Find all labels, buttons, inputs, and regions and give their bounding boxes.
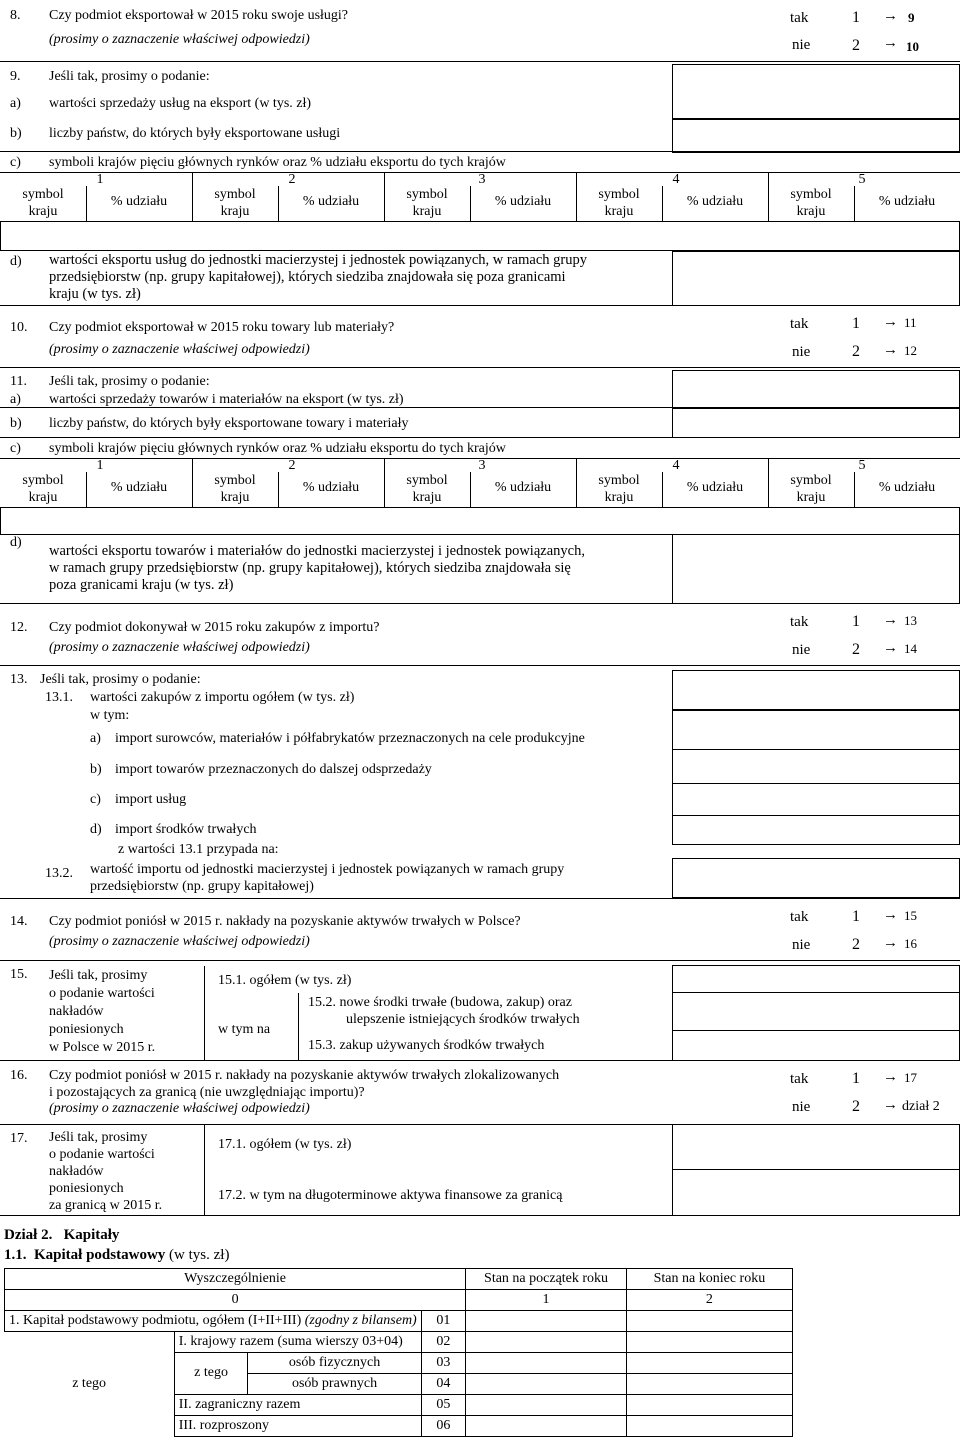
- q17-2-text: 17.2. w tym na długoterminowe aktywa finansowe za granicą: [218, 1188, 563, 1203]
- q14-hint: (prosimy o zaznaczenie właściwej odpowiedzi): [49, 934, 310, 949]
- symbol-kraju-header: [0, 186, 86, 220]
- q14-number: 14.: [10, 914, 28, 929]
- divider: [298, 993, 299, 1060]
- divider: [0, 665, 960, 666]
- q10-text: Czy podmiot eksportował w 2015 roku towary lub materiały?: [49, 320, 395, 335]
- q12-yes-label: tak: [790, 614, 809, 630]
- q15-label-line: o podanie wartości: [49, 986, 155, 1001]
- row-02-start-input[interactable]: [466, 1332, 627, 1353]
- row-label: I. krajowy razem (suma wierszy 03+04): [174, 1332, 421, 1353]
- q13-b-input[interactable]: [672, 749, 960, 784]
- q15-number: 15.: [10, 967, 28, 982]
- q11-a-letter: a): [10, 392, 21, 407]
- q13-a-text: import surowców, materiałów i półfabrykatów przeznaczonych na cele produkcyjne: [115, 731, 585, 746]
- symbol-label: symbol: [598, 187, 640, 202]
- arrow-right-icon: →: [883, 1097, 898, 1113]
- col-1-label: 1: [96, 172, 104, 187]
- row-code: 03: [421, 1353, 465, 1374]
- q17-number: 17.: [10, 1131, 28, 1146]
- q9-a-text: wartości sprzedaży usług na eksport (w tys. zł): [49, 96, 312, 111]
- q12-hint: (prosimy o zaznaczenie właściwej odpowiedzi): [49, 640, 310, 655]
- q14-yes-label: tak: [790, 909, 809, 925]
- q16-text-2: i pozostających za granicą (nie uwzględniając importu)?: [49, 1085, 365, 1100]
- row-label: III. rozproszony: [174, 1416, 421, 1437]
- kraju-label: kraju: [28, 490, 58, 505]
- table-header: Stan na koniec roku: [626, 1269, 792, 1290]
- q17-label-line: o podanie wartości: [49, 1147, 155, 1162]
- share-header: % udziału: [878, 194, 936, 209]
- arrow-right-icon: →: [883, 314, 898, 330]
- kraju-label: kraju: [412, 204, 442, 219]
- q15-1-text: 15.1. ogółem (w tys. zł): [218, 973, 352, 988]
- divider: [204, 1124, 205, 1216]
- q15-2-text-1: 15.2. nowe środki trwałe (budowa, zakup) oraz: [308, 995, 572, 1010]
- q12-no-label: nie: [792, 642, 811, 658]
- symbol-label: symbol: [790, 473, 832, 488]
- arrow-right-icon: →: [883, 35, 898, 51]
- q10-number: 10.: [10, 320, 28, 335]
- q13-2-text-1: wartość importu od jednostki macierzystej i jednostek powiązanych w ramach grupy: [90, 862, 565, 877]
- q12-no-goto: 14: [904, 641, 917, 656]
- row-04-end-input[interactable]: [626, 1374, 792, 1395]
- row-label: osób fizycznych: [248, 1353, 421, 1374]
- symbol-kraju-header: [0, 472, 86, 506]
- symbol-kraju-header: [576, 186, 662, 220]
- q13-a-letter: a): [90, 731, 101, 746]
- symbol-label: symbol: [214, 187, 256, 202]
- arrow-right-icon: →: [883, 1069, 898, 1085]
- q9-d-text-3: kraju (w tys. zł): [49, 286, 141, 302]
- q11-country-grid: [0, 458, 960, 508]
- q16-yes-code[interactable]: 1: [852, 1070, 860, 1087]
- kraju-label: kraju: [796, 204, 826, 219]
- q15-3-text: 15.3. zakup używanych środków trwałych: [308, 1038, 545, 1053]
- share-header: % udziału: [878, 480, 936, 495]
- symbol-kraju-header: [768, 186, 854, 220]
- share-header: % udziału: [494, 194, 552, 209]
- divider: [0, 1215, 960, 1216]
- q14-yes-code[interactable]: 1: [852, 908, 860, 925]
- q11-d-text-3: poza granicami kraju (w tys. zł): [49, 577, 234, 593]
- q8-yes-label: tak: [790, 10, 809, 26]
- q15-label-line: nakładów: [49, 1004, 104, 1019]
- col-5-label: 5: [858, 458, 866, 473]
- q10-yes-goto: 11: [904, 315, 917, 330]
- q9-d-text-1: wartości eksportu usług do jednostki macierzystej i jednostek powiązanych, w ramach grupy: [49, 252, 587, 268]
- share-header: % udziału: [302, 194, 360, 209]
- arrow-right-icon: →: [883, 8, 898, 24]
- q13-c-letter: c): [90, 792, 101, 807]
- symbol-label: symbol: [22, 473, 64, 488]
- q8-no-code[interactable]: 2: [852, 37, 860, 54]
- divider: [0, 898, 960, 899]
- q11-c-text: symboli krajów pięciu głównych rynków oraz % udziału eksportu do tych krajów: [49, 441, 506, 456]
- q15-label-line: w Polsce w 2015 r.: [49, 1040, 156, 1055]
- q12-no-code[interactable]: 2: [852, 641, 860, 658]
- row-code: 05: [421, 1395, 465, 1416]
- q16-text-1: Czy podmiot poniósł w 2015 r. nakłady na pozyskanie aktywów trwałych zlokalizowanych: [49, 1068, 560, 1083]
- q15-label-line: Jeśli tak, prosimy: [49, 968, 148, 983]
- q14-no-code[interactable]: 2: [852, 936, 860, 953]
- q17-2-input[interactable]: [672, 1169, 960, 1216]
- section-subtitle: [4, 1247, 229, 1264]
- q12-yes-code[interactable]: 1: [852, 613, 860, 630]
- q13-1-number: 13.1.: [45, 690, 73, 705]
- divider: [0, 437, 960, 438]
- q17-label-line: Jeśli tak, prosimy: [49, 1130, 148, 1145]
- symbol-label: symbol: [790, 187, 832, 202]
- q15-3-input[interactable]: [672, 1030, 960, 1061]
- q15-1-input[interactable]: [672, 965, 960, 993]
- q11-text: Jeśli tak, prosimy o podanie:: [49, 374, 210, 389]
- divider: [0, 305, 960, 306]
- kraju-label: kraju: [604, 204, 634, 219]
- q10-yes-label: tak: [790, 316, 809, 332]
- col-1-label: 1: [96, 458, 104, 473]
- row-03-end-input[interactable]: [626, 1353, 792, 1374]
- q14-text: Czy podmiot poniósł w 2015 r. nakłady na pozyskanie aktywów trwałych w Polsce?: [49, 914, 521, 929]
- q13-2-text-2: przedsiębiorstw (np. grupy kapitałowej): [90, 879, 314, 894]
- q15-label-line: poniesionych: [49, 1022, 124, 1037]
- q15-2-input[interactable]: [672, 992, 960, 1031]
- q9-a-input[interactable]: [672, 64, 960, 119]
- q13-z-text: z wartości 13.1 przypada na:: [118, 842, 279, 857]
- col-3-label: 3: [478, 458, 486, 473]
- q10-no-goto: 12: [904, 343, 917, 358]
- q13-2-number: 13.2.: [45, 866, 73, 881]
- q15-2-text-2: ulepszenie istniejących środków trwałych: [346, 1012, 580, 1027]
- q11-country-input-row[interactable]: [0, 507, 960, 535]
- section-subtitle-unit: (w tys. zł): [165, 1247, 230, 1263]
- q13-d-text: import środków trwałych: [115, 822, 257, 837]
- kraju-label: kraju: [796, 490, 826, 505]
- q17-label-line: poniesionych: [49, 1181, 124, 1196]
- row-04-start-input[interactable]: [466, 1374, 627, 1395]
- q8-yes-code[interactable]: 1: [852, 9, 860, 26]
- q11-d-text-1: wartości eksportu towarów i materiałów do jednostki macierzystej i jednostek powiązanych,: [49, 543, 585, 559]
- row-label: osób prawnych: [248, 1374, 421, 1395]
- q16-no-code[interactable]: 2: [852, 1098, 860, 1115]
- q9-d-letter: d): [10, 254, 22, 269]
- q9-a-letter: a): [10, 96, 21, 111]
- q11-d-input[interactable]: [672, 534, 960, 604]
- q11-c-letter: c): [10, 441, 21, 456]
- symbol-label: symbol: [22, 187, 64, 202]
- q12-number: 12.: [10, 620, 28, 635]
- q13-c-text: import usług: [115, 792, 187, 807]
- q13-text: Jeśli tak, prosimy o podanie:: [40, 672, 201, 687]
- arrow-right-icon: →: [883, 342, 898, 358]
- q11-a-input[interactable]: [672, 370, 960, 408]
- index-cell: 2: [626, 1290, 792, 1311]
- kraju-label: kraju: [604, 490, 634, 505]
- row-label: [5, 1311, 422, 1332]
- q16-yes-goto: 17: [904, 1070, 917, 1085]
- divider: [204, 966, 205, 1060]
- q13-2-input[interactable]: [672, 858, 960, 898]
- q16-number: 16.: [10, 1068, 28, 1083]
- row-label: II. zagraniczny razem: [174, 1395, 421, 1416]
- arrow-right-icon: →: [883, 612, 898, 628]
- capital-table: [4, 1268, 956, 1437]
- q10-hint: (prosimy o zaznaczenie właściwej odpowiedzi): [49, 342, 310, 357]
- symbol-label: symbol: [406, 187, 448, 202]
- q11-d-letter: d): [10, 535, 22, 550]
- q13-1-input[interactable]: [672, 670, 960, 710]
- q16-no-goto: dział 2: [902, 1099, 940, 1114]
- col-5-label: 5: [858, 172, 866, 187]
- share-header: % udziału: [494, 480, 552, 495]
- q9-text: Jeśli tak, prosimy o podanie:: [49, 69, 210, 84]
- z-tego-label: z tego: [5, 1332, 175, 1437]
- q15-label: [49, 967, 155, 1057]
- table-header: Wyszczególnienie: [5, 1269, 466, 1290]
- q11-d-text-2: w ramach grupy przedsiębiorstw (np. grupy kapitałowej), których siedziba znajdowała się: [49, 560, 571, 576]
- arrow-right-icon: →: [883, 640, 898, 656]
- col-4-label: 4: [672, 172, 680, 187]
- q9-country-input-row[interactable]: [0, 221, 960, 251]
- table-header: Stan na początek roku: [466, 1269, 627, 1290]
- symbol-kraju-header: [576, 472, 662, 506]
- row-code: 01: [421, 1311, 465, 1332]
- q17-label: [49, 1129, 162, 1214]
- q8-no-label: nie: [792, 37, 811, 53]
- kraju-label: kraju: [412, 490, 442, 505]
- row-05-start-input[interactable]: [466, 1395, 627, 1416]
- row-code: 04: [421, 1374, 465, 1395]
- q13-1-text: wartości zakupów z importu ogółem (w tys. zł): [90, 690, 355, 705]
- q11-number: 11.: [10, 374, 27, 389]
- row-code: 02: [421, 1332, 465, 1353]
- section-subtitle-bold: 1.1. Kapitał podstawowy: [4, 1247, 166, 1263]
- row-code: 06: [421, 1416, 465, 1437]
- symbol-kraju-header: [768, 472, 854, 506]
- q9-number: 9.: [10, 69, 21, 84]
- divider: [0, 960, 960, 961]
- q12-text: Czy podmiot dokonywał w 2015 roku zakupów z importu?: [49, 620, 380, 635]
- q9-b-letter: b): [10, 126, 22, 141]
- q13-d-input[interactable]: [672, 815, 960, 845]
- q16-hint: (prosimy o zaznaczenie właściwej odpowiedzi): [49, 1101, 310, 1116]
- arrow-right-icon: →: [883, 935, 898, 951]
- section-title: Dział 2. Kapitały: [4, 1227, 120, 1243]
- q10-yes-code[interactable]: 1: [852, 315, 860, 332]
- q15-wtym: w tym na: [218, 1022, 271, 1037]
- q14-yes-goto: 15: [904, 908, 917, 923]
- q9-c-letter: c): [10, 155, 21, 170]
- index-cell: 1: [466, 1290, 627, 1311]
- arrow-right-icon: →: [883, 907, 898, 923]
- q11-b-text: liczby państw, do których były eksportowane towary i materiały: [49, 416, 409, 431]
- q13-b-letter: b): [90, 762, 102, 777]
- q16-yes-label: tak: [790, 1071, 809, 1087]
- row-02-end-input[interactable]: [626, 1332, 792, 1353]
- q12-yes-goto: 13: [904, 613, 917, 628]
- q13-c-input[interactable]: [672, 783, 960, 816]
- q11-b-input[interactable]: [672, 408, 960, 438]
- q17-1-text: 17.1. ogółem (w tys. zł): [218, 1137, 352, 1152]
- row-05-end-input[interactable]: [626, 1395, 792, 1416]
- share-header: % udziału: [110, 194, 168, 209]
- q9-country-grid: [0, 172, 960, 222]
- symbol-kraju-header: [384, 186, 470, 220]
- q16-no-label: nie: [792, 1099, 811, 1115]
- q10-no-label: nie: [792, 344, 811, 360]
- q13-b-text: import towarów przeznaczonych do dalszej odsprzedaży: [115, 762, 432, 777]
- q13-a-input[interactable]: [672, 710, 960, 750]
- table-header-row: [5, 1269, 956, 1290]
- q14-no-label: nie: [792, 937, 811, 953]
- share-header: % udziału: [110, 480, 168, 495]
- symbol-kraju-header: [192, 186, 278, 220]
- table-index-row: [5, 1290, 956, 1311]
- share-header: % udziału: [686, 194, 744, 209]
- symbol-kraju-header: [192, 472, 278, 506]
- kraju-label: kraju: [28, 204, 58, 219]
- table-row: [5, 1332, 956, 1353]
- q9-d-input[interactable]: [672, 251, 960, 306]
- q13-number: 13.: [10, 672, 28, 687]
- col-2-label: 2: [288, 458, 296, 473]
- col-2-label: 2: [288, 172, 296, 187]
- kraju-label: kraju: [220, 490, 250, 505]
- divider: [0, 61, 960, 62]
- row-06-end-input[interactable]: [626, 1416, 792, 1437]
- symbol-label: symbol: [598, 473, 640, 488]
- q9-b-input[interactable]: [672, 119, 960, 153]
- kraju-label: kraju: [220, 204, 250, 219]
- q8-yes-goto: 9: [908, 10, 915, 25]
- q13-wtym: w tym:: [90, 708, 130, 723]
- z-tego-sub-label: z tego: [174, 1353, 248, 1395]
- q17-1-input[interactable]: [672, 1124, 960, 1170]
- symbol-kraju-header: [384, 472, 470, 506]
- index-cell: 0: [5, 1290, 466, 1311]
- share-header: % udziału: [686, 480, 744, 495]
- q8-text: Czy podmiot eksportował w 2015 roku swoje usługi?: [49, 8, 349, 23]
- q8-no-goto: 10: [906, 39, 919, 54]
- col-3-label: 3: [478, 172, 486, 187]
- symbol-label: symbol: [214, 473, 256, 488]
- divider: [0, 151, 960, 152]
- table-row: [5, 1311, 956, 1332]
- q17-label-line: nakładów: [49, 1164, 104, 1179]
- q11-b-letter: b): [10, 416, 22, 431]
- divider: [0, 603, 960, 604]
- row-01-note: (zgodny z bilansem): [304, 1312, 417, 1328]
- q9-c-text: symboli krajów pięciu głównych rynków oraz % udziału eksportu do tych krajów: [49, 155, 506, 170]
- q8-hint: (prosimy o zaznaczenie właściwej odpowiedzi): [49, 32, 310, 47]
- row-03-start-input[interactable]: [466, 1353, 627, 1374]
- q11-a-text: wartości sprzedaży towarów i materiałów na eksport (w tys. zł): [49, 392, 404, 407]
- row-06-start-input[interactable]: [466, 1416, 627, 1437]
- divider: [0, 1060, 960, 1061]
- q14-no-goto: 16: [904, 936, 917, 951]
- q9-d-text-2: przedsiębiorstw (np. grupy kapitałowej), których siedziba znajdowała się poza granicami: [49, 269, 566, 285]
- divider: [0, 367, 960, 368]
- q13-d-letter: d): [90, 822, 102, 837]
- q8-number: 8.: [10, 8, 21, 23]
- share-header: % udziału: [302, 480, 360, 495]
- row-01-start-input[interactable]: [466, 1311, 627, 1332]
- row-01-label: 1. Kapitał podstawowy podmiotu, ogółem (I+II+III): [9, 1312, 305, 1328]
- col-4-label: 4: [672, 458, 680, 473]
- q9-b-text: liczby państw, do których były eksportowane usługi: [49, 126, 341, 141]
- q10-no-code[interactable]: 2: [852, 343, 860, 360]
- q17-label-line: za granicą w 2015 r.: [49, 1198, 163, 1213]
- row-01-end-input[interactable]: [626, 1311, 792, 1332]
- symbol-label: symbol: [406, 473, 448, 488]
